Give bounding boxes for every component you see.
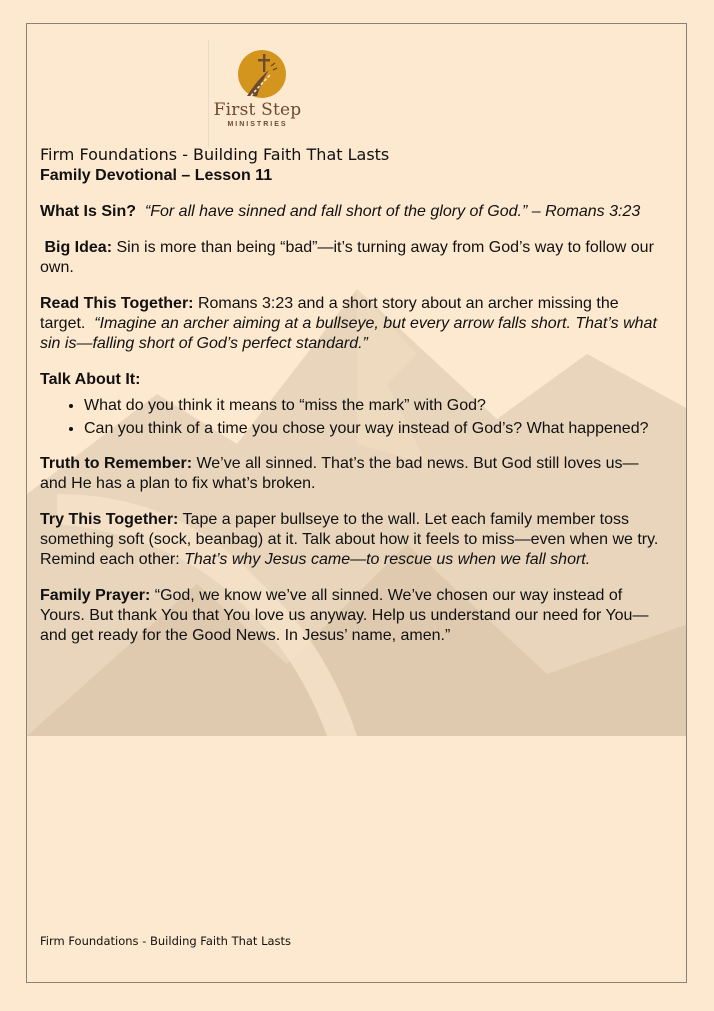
lesson-title: Family Devotional – Lesson 11	[40, 167, 273, 184]
read-together-section	[40, 294, 665, 354]
try-together-section	[40, 510, 665, 570]
truth-text: We’ve all sinned. That’s the bad news. But God still loves us—and He has a plan to fix what’s broken.	[40, 455, 639, 492]
logo-divider	[208, 40, 209, 148]
page-footer: Firm Foundations - Building Faith That Lasts	[40, 934, 292, 948]
talk-about-it-label: Talk About It:	[40, 371, 141, 388]
read-together-quote: “Imagine an archer aiming at a bullseye, but every arrow falls short. That’s what sin is—falling short of God’s perfect standard.”	[40, 315, 657, 352]
try-together-text: Tape a paper bullseye to the wall. Let each family member toss something soft (sock, beanbag) at it. Talk about how it feels to miss—even when we try. Remind each other:	[40, 511, 659, 568]
devotional-content	[40, 144, 665, 662]
list-item: • Can you think of a time you chose your way instead of God’s? What happened?	[84, 419, 665, 439]
what-is-sin-label: What Is Sin?	[40, 203, 136, 220]
big-idea-section	[40, 238, 665, 278]
what-is-sin-quote: “For all have sinned and fall short of the glory of God.” – Romans 3:23	[144, 203, 641, 220]
read-together-label: Read This Together:	[40, 295, 194, 312]
read-together-text: Romans 3:23 and a short story about an archer missing the target.	[40, 295, 619, 332]
truth-section	[40, 454, 665, 494]
prayer-text: “God, we know we’ve all sinned. We’ve chosen our way instead of Yours. But thank You that You love us anyway. Help us understand our need for You—and get ready for the Good News. In Jesus’ name, amen.”	[40, 587, 649, 644]
truth-label: Truth to Remember:	[40, 455, 193, 472]
try-together-italic: That’s why Jesus came—to rescue us when we fall short.	[184, 551, 591, 568]
what-is-sin-section	[40, 202, 665, 222]
try-together-label: Try This Together:	[40, 511, 179, 528]
prayer-section	[40, 586, 665, 646]
logo-subtitle: MINISTRIES	[227, 121, 288, 128]
series-title: Firm Foundations - Building Faith That Lasts	[40, 145, 390, 164]
page-frame	[26, 23, 687, 983]
list-item: • What do you think it means to “miss the mark” with God?	[84, 396, 665, 416]
question-list	[40, 396, 665, 439]
talk-about-it-section	[40, 370, 665, 390]
logo-name: First Step	[213, 100, 302, 120]
prayer-label: Family Prayer:	[40, 587, 151, 604]
big-idea-label: Big Idea:	[44, 239, 113, 256]
big-idea-text: Sin is more than being “bad”—it’s turning away from God’s way to follow our own.	[40, 239, 654, 276]
